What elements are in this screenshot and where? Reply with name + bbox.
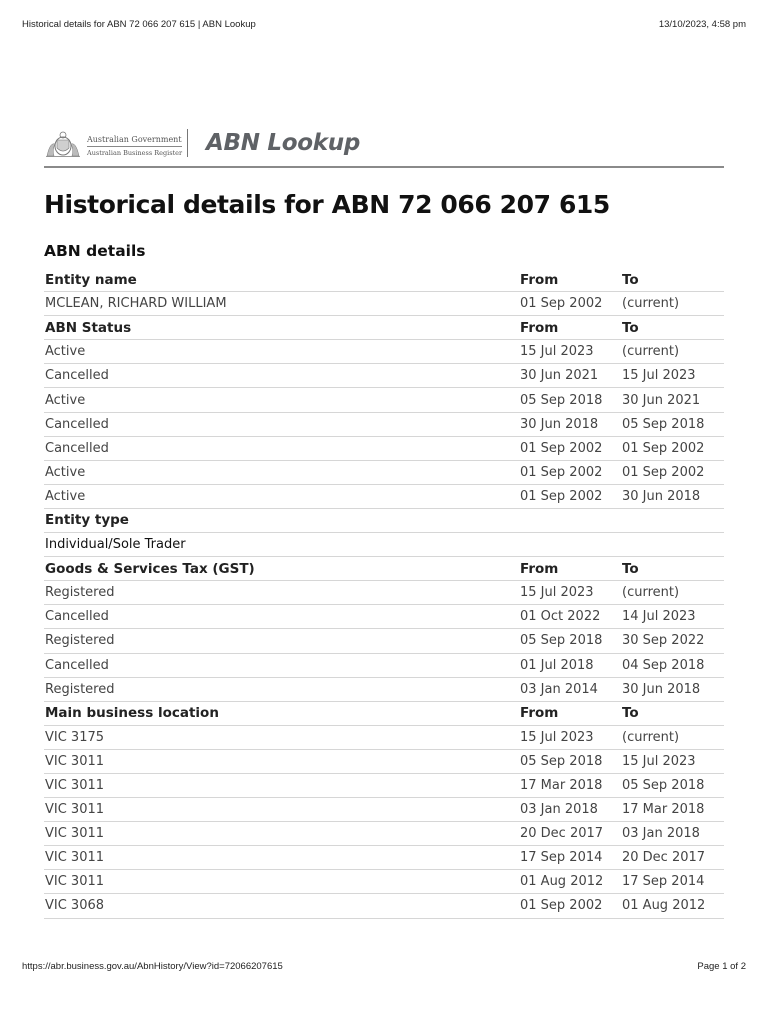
table-row xyxy=(44,412,724,436)
row-value: VIC 3011 xyxy=(44,798,519,822)
row-from-date: 01 Sep 2002 xyxy=(519,484,621,508)
empty-cell xyxy=(621,533,724,557)
print-doc-title: Historical details for ABN 72 066 207 615 | ABN Lookup xyxy=(22,19,256,30)
table-row xyxy=(44,436,724,460)
table-row xyxy=(44,605,724,629)
table-row xyxy=(44,340,724,364)
row-to-date: 15 Jul 2023 xyxy=(621,749,724,773)
site-header xyxy=(44,128,724,168)
row-to-date: 30 Jun 2021 xyxy=(621,388,724,412)
row-to-date: 30 Jun 2018 xyxy=(621,677,724,701)
print-footer xyxy=(22,961,746,972)
row-from-date: 03 Jan 2014 xyxy=(519,677,621,701)
row-to-date: (current) xyxy=(621,340,724,364)
row-value: VIC 3011 xyxy=(44,822,519,846)
to-header: To xyxy=(621,701,724,725)
row-value: VIC 3011 xyxy=(44,749,519,773)
gov-line-2: Australian Business Register xyxy=(87,146,182,159)
row-value: VIC 3011 xyxy=(44,773,519,797)
row-from-date: 17 Sep 2014 xyxy=(519,846,621,870)
section-header: ABN Status xyxy=(44,316,519,340)
from-header: From xyxy=(519,557,621,581)
table-row xyxy=(44,629,724,653)
row-value: Cancelled xyxy=(44,436,519,460)
table-row xyxy=(44,677,724,701)
gst-header-row xyxy=(44,557,724,581)
entity-type-header-row xyxy=(44,508,724,532)
table-row xyxy=(44,822,724,846)
to-header: To xyxy=(621,557,724,581)
row-to-date: 01 Aug 2012 xyxy=(621,894,724,918)
row-to-date: 05 Sep 2018 xyxy=(621,412,724,436)
table-row xyxy=(44,798,724,822)
row-from-date: 03 Jan 2018 xyxy=(519,798,621,822)
row-from-date: 01 Sep 2002 xyxy=(519,436,621,460)
row-to-date: (current) xyxy=(621,725,724,749)
table-row xyxy=(44,292,724,316)
gov-line-1: Australian Government xyxy=(87,135,182,144)
row-value: VIC 3011 xyxy=(44,846,519,870)
row-from-date: 01 Sep 2002 xyxy=(519,894,621,918)
print-datetime: 13/10/2023, 4:58 pm xyxy=(658,19,746,30)
row-to-date: 17 Sep 2014 xyxy=(621,870,724,894)
row-to-date: (current) xyxy=(621,581,724,605)
row-value: Registered xyxy=(44,581,519,605)
row-to-date: 14 Jul 2023 xyxy=(621,605,724,629)
row-value: Active xyxy=(44,388,519,412)
logo-divider xyxy=(187,129,188,157)
table-row xyxy=(44,725,724,749)
table-row xyxy=(44,749,724,773)
row-value: Active xyxy=(44,484,519,508)
table-row xyxy=(44,460,724,484)
section-header: Entity type xyxy=(44,508,519,532)
abn-status-header-row xyxy=(44,316,724,340)
table-row xyxy=(44,846,724,870)
row-value: Cancelled xyxy=(44,412,519,436)
to-header xyxy=(621,508,724,532)
row-from-date: 15 Jul 2023 xyxy=(519,340,621,364)
table-row xyxy=(44,364,724,388)
table-row xyxy=(44,653,724,677)
entity-type-value: Individual/Sole Trader xyxy=(44,533,519,557)
from-header xyxy=(519,508,621,532)
row-from-date: 05 Sep 2018 xyxy=(519,629,621,653)
row-value: Cancelled xyxy=(44,653,519,677)
row-from-date: 05 Sep 2018 xyxy=(519,388,621,412)
row-value: Registered xyxy=(44,629,519,653)
from-header: From xyxy=(519,268,621,292)
row-value: Active xyxy=(44,340,519,364)
section-header: Main business location xyxy=(44,701,519,725)
row-to-date: 15 Jul 2023 xyxy=(621,364,724,388)
table-row xyxy=(44,388,724,412)
print-header xyxy=(22,19,746,30)
section-header: Entity name xyxy=(44,268,519,292)
print-url: https://abr.business.gov.au/AbnHistory/View?id=72066207615 xyxy=(22,961,283,972)
row-to-date: 01 Sep 2002 xyxy=(621,460,724,484)
row-value: VIC 3068 xyxy=(44,894,519,918)
row-value: VIC 3175 xyxy=(44,725,519,749)
row-from-date: 01 Jul 2018 xyxy=(519,653,621,677)
table-row xyxy=(44,773,724,797)
row-to-date: 01 Sep 2002 xyxy=(621,436,724,460)
row-from-date: 01 Sep 2002 xyxy=(519,460,621,484)
row-from-date: 01 Sep 2002 xyxy=(519,292,621,316)
to-header: To xyxy=(621,316,724,340)
row-from-date: 01 Oct 2022 xyxy=(519,605,621,629)
row-from-date: 01 Aug 2012 xyxy=(519,870,621,894)
print-page-number: Page 1 of 2 xyxy=(697,961,746,972)
row-from-date: 15 Jul 2023 xyxy=(519,725,621,749)
abn-lookup-logo-link[interactable]: ABN Lookup xyxy=(206,130,360,156)
row-from-date: 20 Dec 2017 xyxy=(519,822,621,846)
coat-of-arms-icon xyxy=(44,130,82,158)
entity-name-header-row xyxy=(44,268,724,292)
row-value: VIC 3011 xyxy=(44,870,519,894)
row-from-date: 30 Jun 2021 xyxy=(519,364,621,388)
row-value: Active xyxy=(44,460,519,484)
row-to-date: 30 Jun 2018 xyxy=(621,484,724,508)
table-row xyxy=(44,581,724,605)
empty-cell xyxy=(519,533,621,557)
row-value: Cancelled xyxy=(44,364,519,388)
table-row xyxy=(44,533,724,557)
row-from-date: 17 Mar 2018 xyxy=(519,773,621,797)
row-value: Cancelled xyxy=(44,605,519,629)
row-from-date: 30 Jun 2018 xyxy=(519,412,621,436)
row-to-date: 20 Dec 2017 xyxy=(621,846,724,870)
section-header: Goods & Services Tax (GST) xyxy=(44,557,519,581)
row-from-date: 05 Sep 2018 xyxy=(519,749,621,773)
from-header: From xyxy=(519,316,621,340)
government-wordmark xyxy=(87,134,182,159)
row-value: MCLEAN, RICHARD WILLIAM xyxy=(44,292,519,316)
table-row xyxy=(44,484,724,508)
row-value: Registered xyxy=(44,677,519,701)
row-to-date: 17 Mar 2018 xyxy=(621,798,724,822)
row-to-date: (current) xyxy=(621,292,724,316)
main-business-location-header-row xyxy=(44,701,724,725)
abn-history-table xyxy=(44,268,724,919)
table-row xyxy=(44,894,724,918)
row-from-date: 15 Jul 2023 xyxy=(519,581,621,605)
row-to-date: 04 Sep 2018 xyxy=(621,653,724,677)
row-to-date: 05 Sep 2018 xyxy=(621,773,724,797)
from-header: From xyxy=(519,701,621,725)
row-to-date: 03 Jan 2018 xyxy=(621,822,724,846)
table-row xyxy=(44,870,724,894)
section-title: ABN details xyxy=(44,242,146,260)
row-to-date: 30 Sep 2022 xyxy=(621,629,724,653)
page-title: Historical details for ABN 72 066 207 615 xyxy=(44,190,610,219)
to-header: To xyxy=(621,268,724,292)
